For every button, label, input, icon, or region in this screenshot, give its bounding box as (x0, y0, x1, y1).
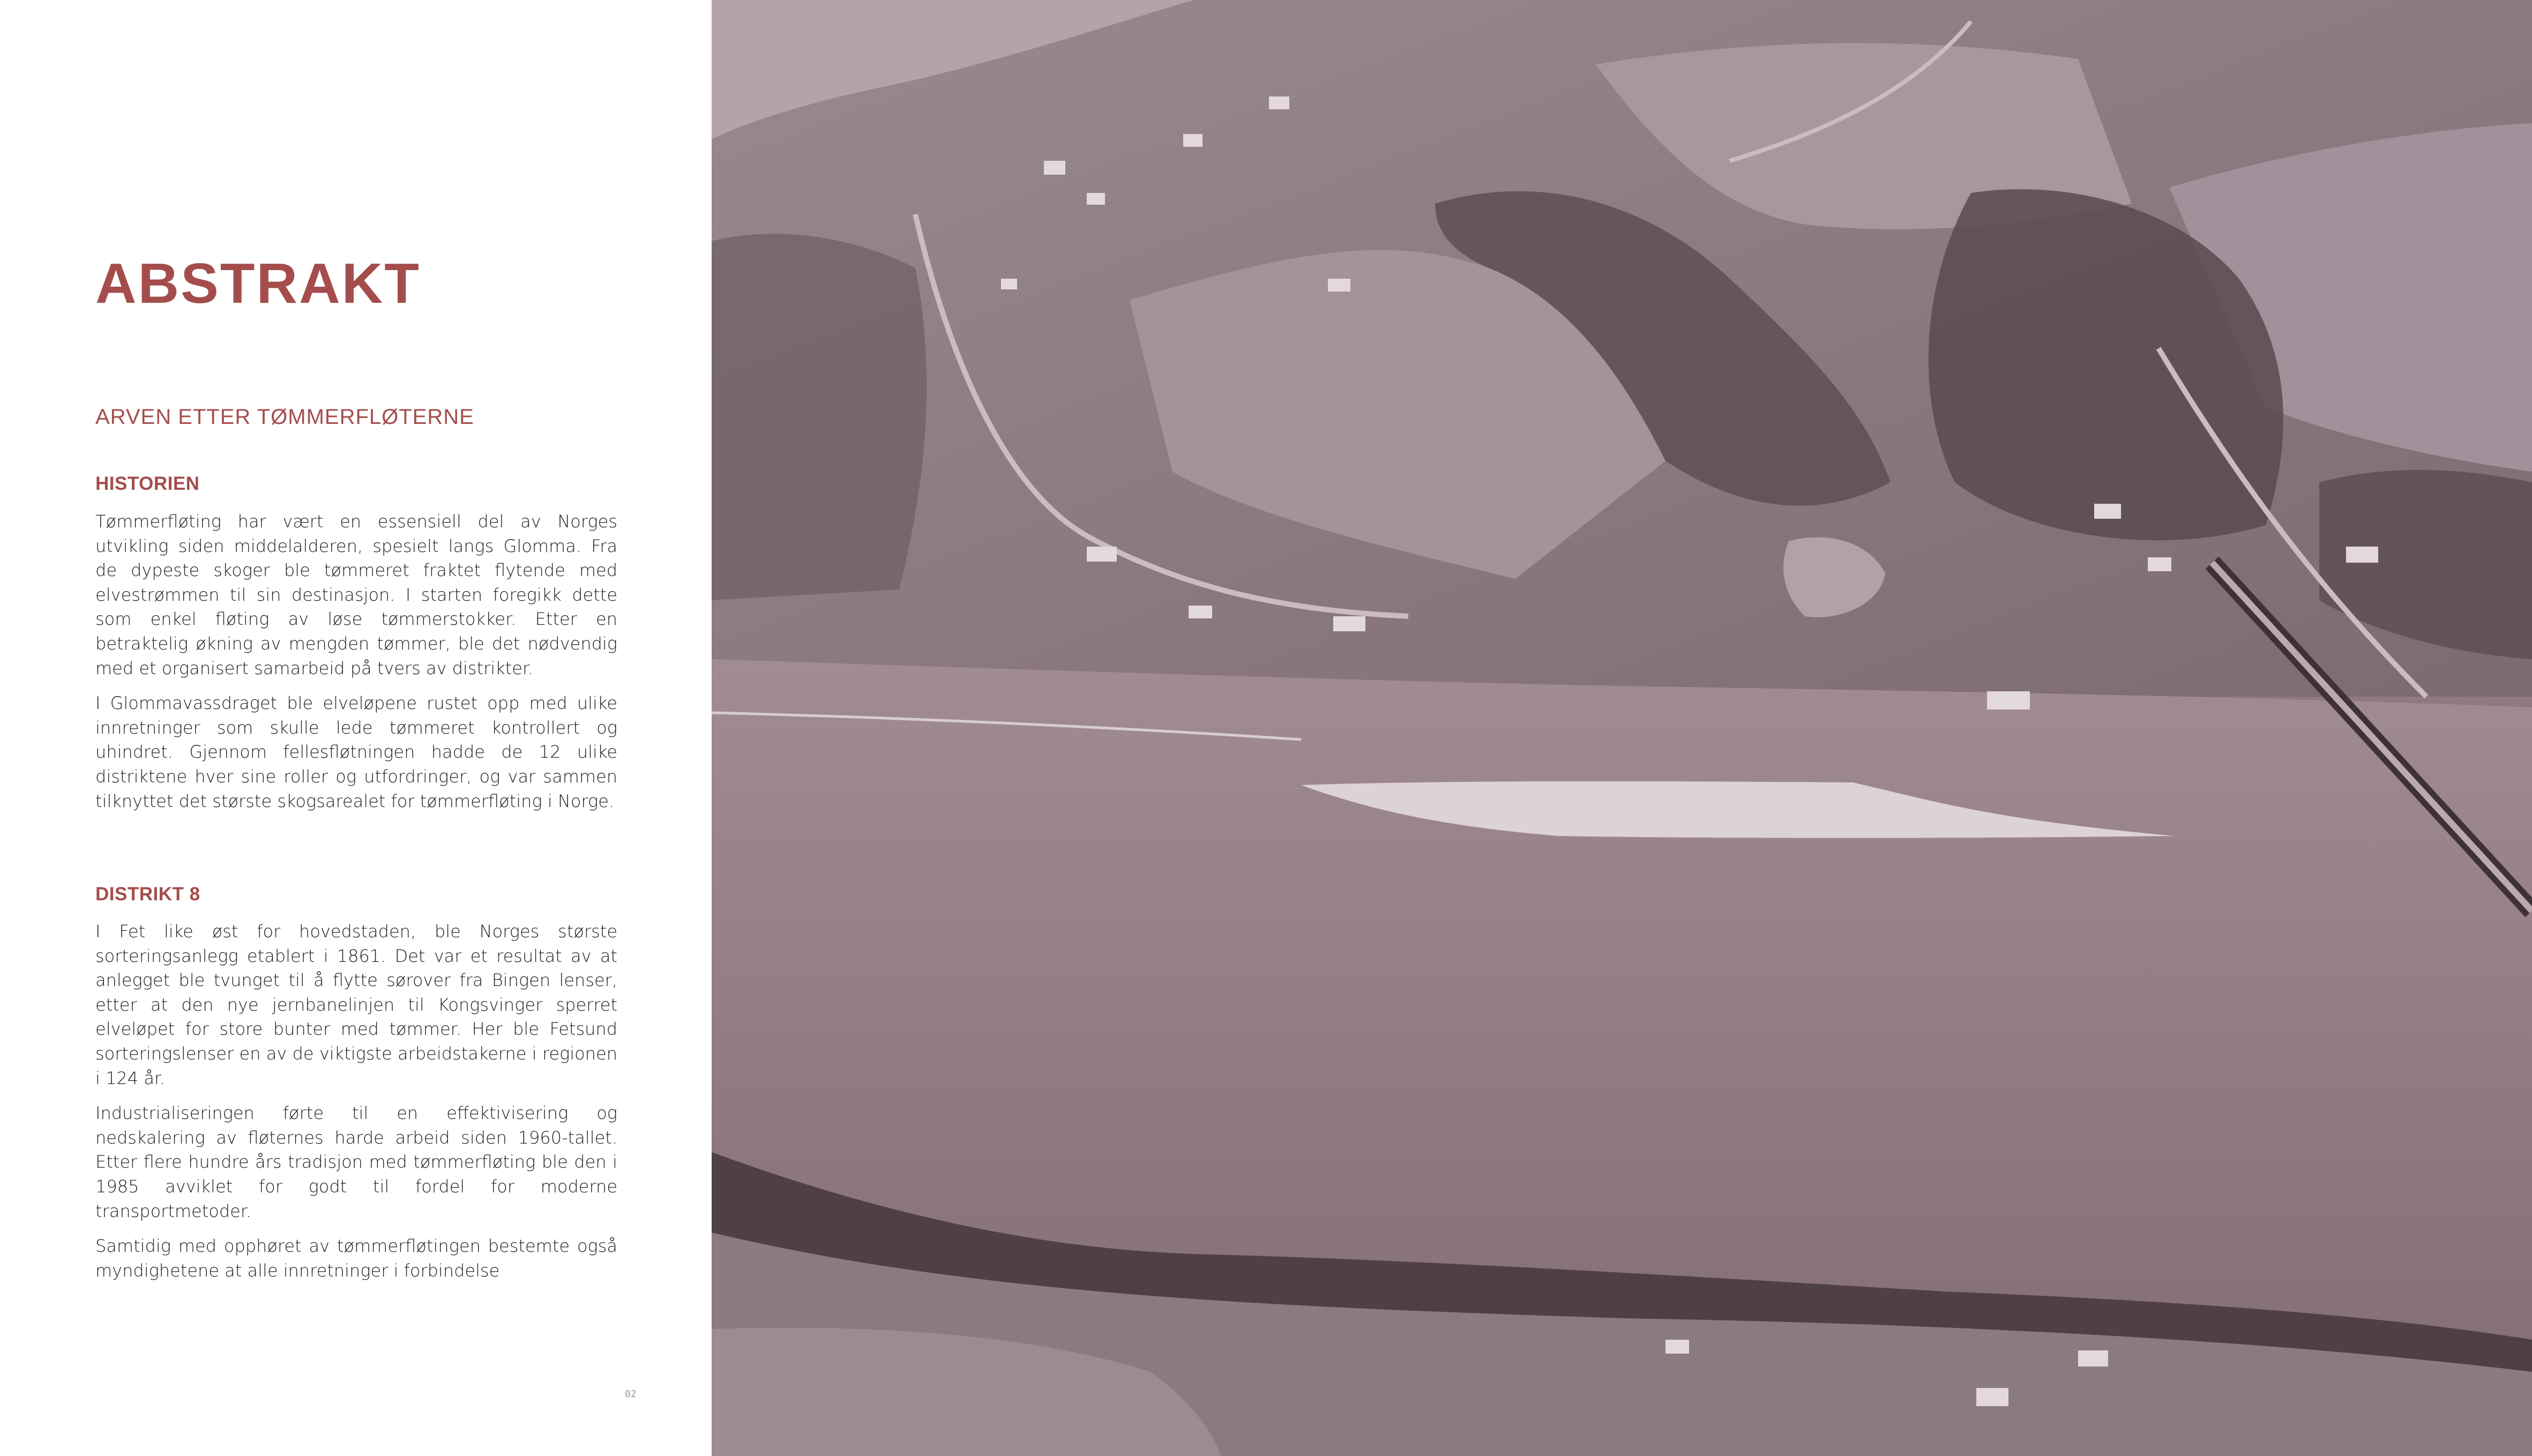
aerial-photo (712, 0, 2532, 1456)
aerial-photo-illustration (712, 0, 2532, 1456)
paragraph: Tømmerfløting har vært en essensiell del av Norges utvikling siden middelalderen, spesielt langs Glomma. Fra de dypeste skoger ble tømmeret fraktet flytende med elvestrømmen til sin destinasjon. I starten foregikk dette som enkel fløting av løse tømmerstokker. Etter en betraktelig økning av mengden tømmer, ble det nødvendig med et organisert samarbeid på tvers av distrikter. (95, 511, 617, 678)
paragraph: I Fet like øst for hovedstaden, ble Norges største sorteringsanlegg etablert i 1861. Det var et resultat av at anlegget ble tvunget til å flytte sørover fra Bingen lenser, etter at den nye jernbanelinjen til Kongsvinger sperret elveløpet for store bunter med tømmer. Her ble Fetsund sorteringslenser en av de viktigste arbeidstakerne i regionen i 124 år. (95, 921, 617, 1088)
page-number: 02 (625, 1388, 637, 1400)
paragraph: Samtidig med opphøret av tømmerfløtingen bestemte også myndighetene at alle innretninger i forbindelse (95, 1236, 617, 1281)
page-subtitle: ARVEN ETTER TØMMERFLØTERNE (95, 405, 474, 429)
page-title: ABSTRAKT (95, 252, 421, 315)
section-heading-historien: HISTORIEN (95, 473, 200, 494)
section-body-historien (95, 510, 617, 813)
text-page (0, 0, 712, 1456)
paragraph: I Glommavassdraget ble elveløpene rustet opp med ulike innretninger som skulle lede tømmeret kontrollert og uhindret. Gjennom fellesfløtningen hadde de 12 ulike distriktene hver sine roller og utfordringer, og var sammen tilknyttet det største skogsarealet for tømmerfløting i Norge. (95, 693, 617, 811)
section-body-distrikt-8 (95, 920, 617, 1283)
section-heading-distrikt-8: DISTRIKT 8 (95, 884, 200, 905)
forest (712, 234, 927, 600)
paragraph: Industrialiseringen førte til en effektivisering og nedskalering av fløternes harde arbeid siden 1960-tallet. Etter flere hundre års tradisjon med tømmerfløting ble den i 1985 avviklet for godt til fordel for moderne transportmetoder. (95, 1103, 617, 1221)
